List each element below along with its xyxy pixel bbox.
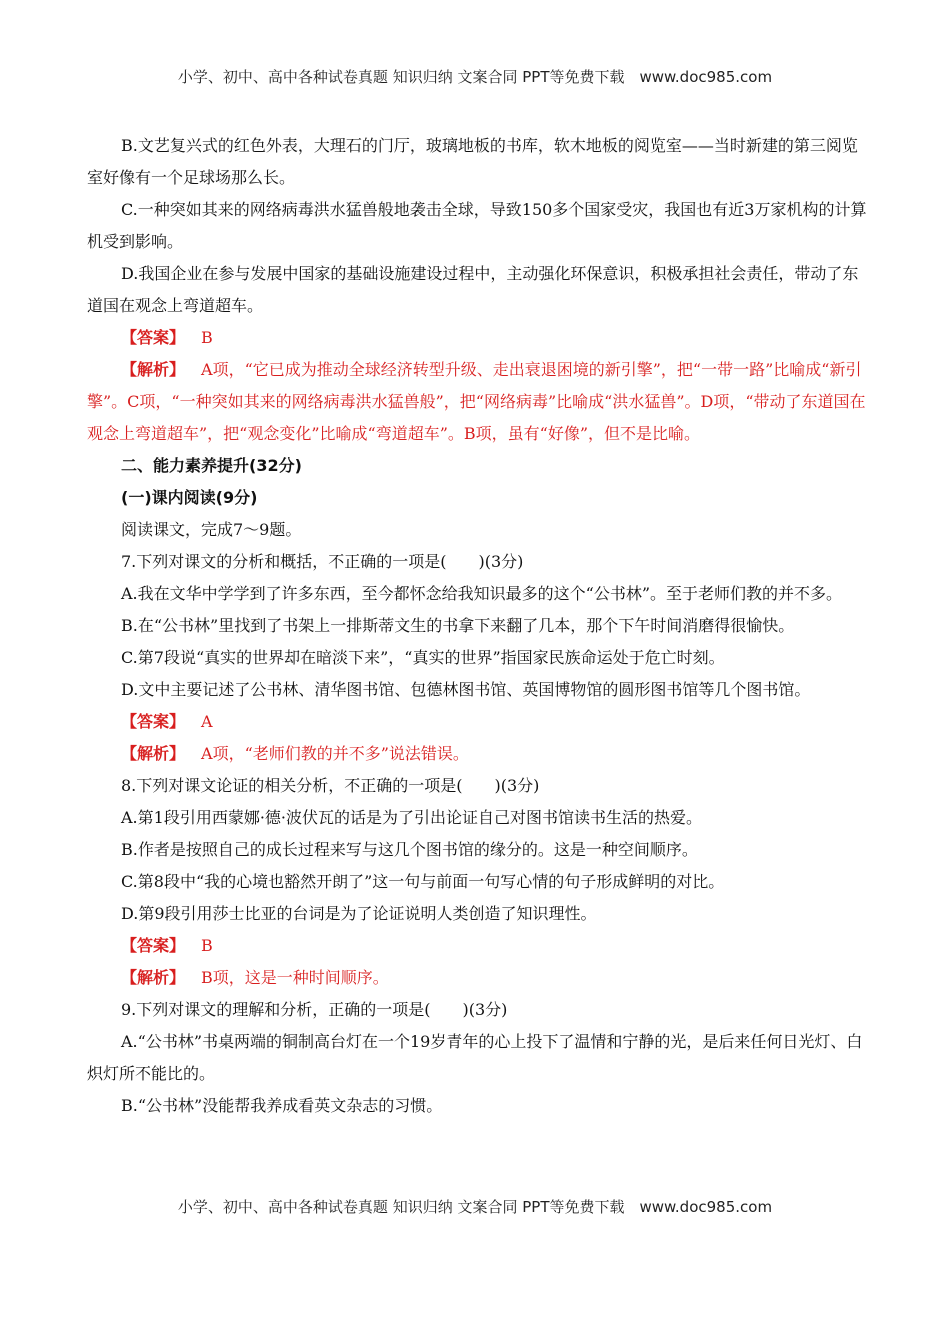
analysis-tag: 【解析】 [121,968,186,987]
subsection-title: (一)课内阅读(9分) [121,488,258,507]
q7-option-d: D.文中主要记述了公书林、清华图书馆、包德林图书馆、英国博物馆的圆形图书馆等几个图书馆。 [121,680,811,699]
q6-option-d: D.我国企业在参与发展中国家的基础设施建设过程中，主动强化环保意识，积极承担社会责任，带动了东道国在观念上弯道超车。 [87,264,859,315]
q8-stem: 8.下列对课文论证的相关分析，不正确的一项是( )(3分) [121,776,540,795]
q7-option-c: C.第7段说“真实的世界却在暗淡下来”，“真实的世界”指国家民族命运处于危亡时刻。 [121,648,725,667]
document-body [87,130,867,1122]
q7-analysis [87,738,867,770]
section-title: 二、能力素养提升(32分) [121,456,302,475]
q9-option-b: B.“公书林”没能帮我养成看英文杂志的习惯。 [121,1096,443,1115]
answer-value: A [201,712,213,731]
q8-option-a: A.第1段引用西蒙娜·德·波伏瓦的话是为了引出论证自己对图书馆读书生活的热爱。 [121,808,702,827]
analysis-tag: 【解析】 [121,360,186,379]
q6-answer [87,322,867,354]
answer-value: B [201,936,213,955]
analysis-text: A项，“它已成为推动全球经济转型升级、走出衰退困境的新引擎”，把“一带一路”比喻成“新引擎”。C项，“一种突如其来的网络病毒洪水猛兽般”，把“网络病毒”比喻成“洪水猛兽”。D项，“带动了东道国在观念上弯道超车”，把“观念变化”比喻成“弯道超车”。B项，虽有“好像”，但不是比喻。 [87,360,866,443]
q8-option-d: D.第9段引用莎士比亚的台词是为了论证说明人类创造了知识理性。 [121,904,597,923]
q8-option-c: C.第8段中“我的心境也豁然开朗了”这一句与前面一句写心情的句子形成鲜明的对比。 [121,872,725,891]
answer-tag: 【答案】 [121,328,186,347]
answer-value: B [201,328,213,347]
q8-answer [87,930,867,962]
q8-option-b: B.作者是按照自己的成长过程来写与这几个图书馆的缘分的。这是一种空间顺序。 [121,840,698,859]
q6-option-c: C.一种突如其来的网络病毒洪水猛兽般地袭击全球，导致150多个国家受灾，我国也有近3万家机构的计算机受到影响。 [87,200,867,251]
q7-stem: 7.下列对课文的分析和概括，不正确的一项是( )(3分) [121,552,524,571]
q9-stem: 9.下列对课文的理解和分析，正确的一项是( )(3分) [121,1000,508,1019]
analysis-text: A项，“老师们教的并不多”说法错误。 [201,744,469,763]
q7-answer [87,706,867,738]
answer-tag: 【答案】 [121,712,186,731]
q7-option-b: B.在“公书林”里找到了书架上一排斯蒂文生的书拿下来翻了几本，那个下午时间消磨得很愉快。 [121,616,795,635]
analysis-text: B项，这是一种时间顺序。 [201,968,389,987]
q6-analysis [87,354,867,450]
q9-option-a: A.“公书林”书桌两端的铜制高台灯在一个19岁青年的心上投下了温情和宁静的光，是后来任何日光灯、白炽灯所不能比的。 [87,1032,863,1083]
analysis-tag: 【解析】 [121,744,186,763]
instruction: 阅读课文，完成7～9题。 [121,520,302,539]
q6-option-b: B.文艺复兴式的红色外表，大理石的门厅，玻璃地板的书库，软木地板的阅览室——当时新建的第三阅览室好像有一个足球场那么长。 [87,136,858,187]
header-banner: 小学、初中、高中各种试卷真题 知识归纳 文案合同 PPT等免费下载 www.doc985.com [177,68,773,86]
footer-banner: 小学、初中、高中各种试卷真题 知识归纳 文案合同 PPT等免费下载 www.doc985.com [177,1198,773,1216]
q7-option-a: A.我在文华中学学到了许多东西，至今都怀念给我知识最多的这个“公书林”。至于老师们教的并不多。 [121,584,843,603]
q8-analysis [87,962,867,994]
answer-tag: 【答案】 [121,936,186,955]
